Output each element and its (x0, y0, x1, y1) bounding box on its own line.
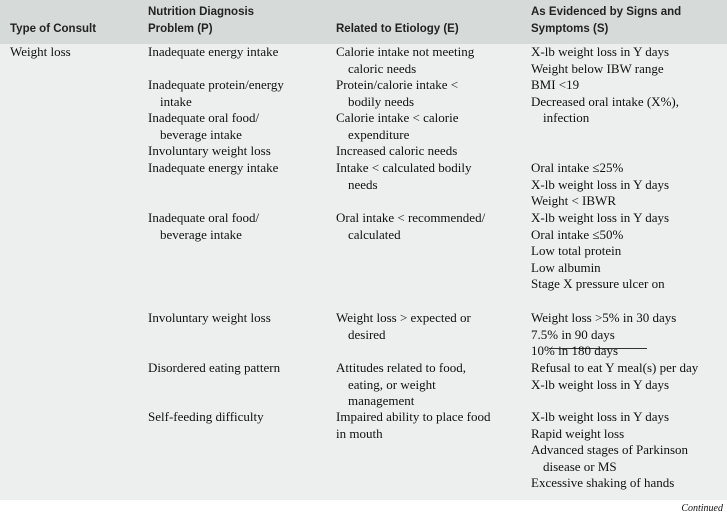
etiology-cell: Calorie intake < calorie expenditure (336, 110, 459, 142)
symptoms-cell: Weight loss >5% in 30 days 7.5% in 90 days 10% in 180 days (531, 310, 677, 358)
diagnosis-cell: Involuntary weight loss (148, 143, 271, 158)
table-body (0, 44, 727, 500)
diagnosis-cell: Self-feeding difficulty (148, 409, 264, 424)
etiology-cell: Oral intake < recommended/ calculated (336, 210, 486, 242)
diagnosis-cell: Inadequate energy intake (148, 44, 279, 59)
continued-note: Continued (681, 503, 723, 514)
header-etiology: Related to Etiology (E) (336, 23, 459, 35)
diagnosis-cell: Inadequate oral food/ beverage intake (148, 210, 260, 242)
diagnosis-cell: Disordered eating pattern (148, 360, 281, 375)
etiology-cell: Calorie intake not meeting caloric needs (336, 44, 475, 76)
symptoms-cell: X-lb weight loss in Y days Oral intake ≤50% Low total protein Low albumin Stage X pressure ulcer on (531, 210, 670, 291)
etiology-cell: Protein/calorie intake < bodily needs (336, 77, 459, 109)
symptoms-cell: Oral intake ≤25% X-lb weight loss in Y days Weight < IBWR (531, 160, 670, 208)
header-signs-symptoms: As Evidenced by Signs and Symptoms (S) (531, 6, 682, 35)
etiology-cell: Intake < calculated bodily needs (336, 160, 472, 192)
header-type-of-consult: Type of Consult (10, 23, 97, 35)
symptoms-cell: X-lb weight loss in Y days Rapid weight loss Advanced stages of Parkinson disease or MS Excessive shaking of hands (531, 409, 689, 490)
table-header (0, 0, 727, 44)
etiology-cell: Attitudes related to food, eating, or weight management (336, 360, 466, 408)
diagnosis-cell: Inadequate energy intake (148, 160, 279, 175)
etiology-cell: Impaired ability to place food in mouth (336, 409, 491, 441)
etiology-cell: Increased caloric needs (336, 143, 458, 158)
etiology-cell: Weight loss > expected or desired (336, 310, 471, 342)
diagnosis-cell: Inadequate oral food/ beverage intake (148, 110, 260, 142)
symptoms-cell: X-lb weight loss in Y days Weight below IBW range BMI <19 Decreased oral intake (X%), infection (531, 44, 679, 125)
consult-type: Weight loss (10, 44, 71, 59)
diagnosis-cell: Inadequate protein/energy intake (148, 77, 284, 109)
diagnosis-cell: Involuntary weight loss (148, 310, 271, 325)
header-nutrition-diagnosis: Nutrition Diagnosis Problem (P) (148, 6, 255, 35)
symptoms-cell: Refusal to eat Y meal(s) per day X-lb weight loss in Y days (531, 360, 699, 392)
